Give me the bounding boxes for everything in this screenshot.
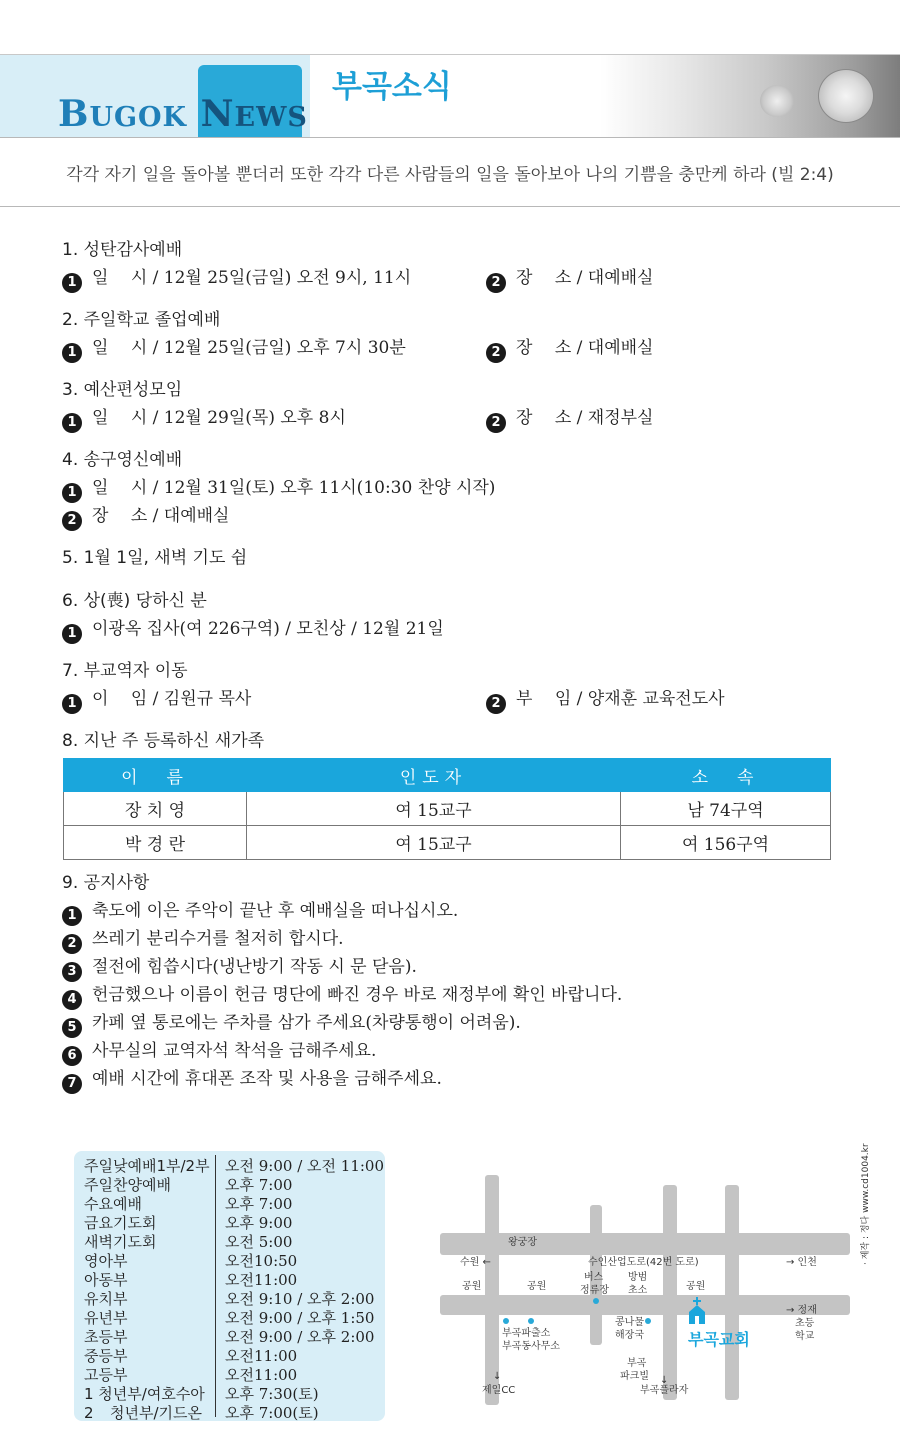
logo-letter: B	[58, 93, 90, 135]
map-label: 공원	[686, 1281, 706, 1292]
section-9	[62, 870, 622, 1094]
schedule-row	[84, 1326, 202, 1345]
notice-item	[62, 1066, 622, 1094]
notice-item	[62, 982, 622, 1010]
schedule-time: 오전10:50	[225, 1252, 298, 1270]
section-line	[62, 335, 654, 363]
bullet-icon: 1	[62, 343, 82, 363]
schedule-time: 오전11:00	[225, 1347, 298, 1365]
map-label: → 인천	[786, 1257, 817, 1268]
schedule-label: 유치부	[84, 1290, 128, 1308]
notice-text: 헌금했으나 이름이 헌금 명단에 빠진 경우 바로 재정부에 확인 바랍니다.	[92, 985, 623, 1005]
road	[663, 1185, 677, 1400]
schedule-label: 고등부	[84, 1366, 128, 1384]
table-cell: 여 15교구	[247, 792, 621, 826]
section-heading: 7. 부교역자 이동	[62, 661, 188, 681]
place-text: 장 소 / 재정부실	[516, 408, 654, 428]
schedule-row	[84, 1231, 202, 1250]
bible-verse: 각각 자기 일을 돌아볼 뿐더러 또한 각각 다른 사람들의 일을 돌아보아 나의 기쁨을 충만케 하라 (빌 2:4)	[66, 165, 834, 185]
bullet-icon: 6	[62, 1046, 82, 1066]
schedule-row	[84, 1402, 202, 1421]
time-text: 일 시 / 12월 31일(토) 오후 11시(10:30 찬양 시작)	[92, 478, 496, 498]
section-line	[62, 686, 725, 714]
map-label: → 정재	[786, 1305, 817, 1316]
section-heading: 3. 예산편성모임	[62, 380, 183, 400]
notice-text: 사무실의 교역자석 착석을 금해주세요.	[92, 1041, 377, 1061]
bullet-icon: 1	[62, 906, 82, 926]
arrive-text: 부 임 / 양재훈 교육전도사	[516, 689, 725, 709]
column-header: 이 름	[64, 759, 247, 792]
schedule-time: 오후 7:30(토)	[225, 1385, 319, 1403]
section-5	[62, 545, 247, 573]
schedule-label: 수요예배	[84, 1195, 142, 1213]
map-label: 정류장	[580, 1285, 609, 1296]
map-label: 학교	[795, 1331, 815, 1342]
schedule-time: 오후 7:00	[225, 1176, 293, 1194]
header	[0, 55, 900, 137]
schedule-label: 아동부	[84, 1271, 128, 1289]
condolence-text: 이광옥 집사(여 226구역) / 모친상 / 12월 21일	[92, 619, 444, 639]
section-heading: 4. 송구영신예배	[62, 450, 183, 470]
schedule-time: 오전 9:00 / 오전 11:00	[225, 1157, 384, 1175]
map-marker	[503, 1318, 509, 1324]
schedule-row	[84, 1193, 202, 1212]
schedule-label: 주일찬양예배	[84, 1176, 171, 1194]
schedule-row	[84, 1269, 202, 1288]
table-row	[64, 826, 831, 860]
place-text: 장 소 / 대예배실	[516, 338, 654, 358]
notice-item	[62, 1038, 622, 1066]
bullet-icon: 2	[486, 273, 506, 293]
road	[725, 1185, 739, 1400]
location-map	[430, 1175, 850, 1430]
section-heading: 6. 상(喪) 당하신 분	[62, 591, 207, 611]
section-8	[62, 728, 264, 756]
map-label: 초소	[628, 1285, 648, 1296]
church-label: 부곡교회	[688, 1330, 750, 1349]
bullet-icon: 4	[62, 990, 82, 1010]
schedule-label: 1 청년부/여호수아	[84, 1385, 205, 1403]
table-cell: 장 치 영	[64, 792, 247, 826]
section-line	[62, 265, 654, 293]
map-label: 공원	[527, 1281, 547, 1292]
map-label: 공원	[462, 1281, 482, 1292]
map-marker	[645, 1318, 651, 1324]
notice-text: 축도에 이은 주악이 끝난 후 예배실을 떠나십시오.	[92, 901, 459, 921]
map-label: 제일CC	[482, 1385, 516, 1396]
map-label: 버스	[584, 1272, 604, 1283]
section-2	[62, 307, 654, 363]
map-marker	[528, 1318, 534, 1324]
bullet-icon: 2	[62, 934, 82, 954]
place-text: 장 소 / 대예배실	[516, 268, 654, 288]
table-cell: 여 15교구	[247, 826, 621, 860]
notice-item	[62, 926, 622, 954]
bullet-icon: 5	[62, 1018, 82, 1038]
schedule-time: 오전11:00	[225, 1271, 298, 1289]
bullet-icon: 1	[62, 273, 82, 293]
section-heading: 9. 공지사항	[62, 873, 150, 893]
map-label: 수인산업도로(42번 도로)	[588, 1257, 699, 1268]
notice-text: 예배 시간에 휴대폰 조작 및 사용을 금해주세요.	[92, 1069, 442, 1089]
table-cell: 여 156구역	[621, 826, 831, 860]
schedule-row	[84, 1288, 202, 1307]
time-text: 일 시 / 12월 29일(목) 오후 8시	[92, 408, 346, 428]
logo	[58, 93, 308, 135]
schedule-time: 오전 5:00	[225, 1233, 293, 1251]
schedule-label: 유년부	[84, 1309, 128, 1327]
new-family-table	[63, 758, 831, 860]
bullet-icon: 1	[62, 413, 82, 433]
schedule-label: 2 청년부/기드온	[84, 1404, 202, 1422]
map-label: 해장국	[615, 1330, 644, 1341]
bullet-icon: 2	[486, 694, 506, 714]
section-line	[62, 405, 654, 433]
schedule-time: 오후 7:00	[225, 1195, 293, 1213]
time-text: 일 시 / 12월 25일(금일) 오전 9시, 11시	[92, 268, 412, 288]
logo-text: UGOK	[89, 102, 188, 133]
header-divider	[0, 137, 900, 138]
map-marker	[593, 1298, 599, 1304]
schedule-label: 금요기도회	[84, 1214, 157, 1232]
table-cell: 박 경 란	[64, 826, 247, 860]
leave-text: 이 임 / 김원규 목사	[92, 689, 252, 709]
bullet-icon: 2	[486, 413, 506, 433]
time-text: 일 시 / 12월 25일(금일) 오후 7시 30분	[92, 338, 406, 358]
section-4	[62, 447, 495, 531]
map-label: 부곡	[627, 1358, 647, 1369]
section-7	[62, 658, 725, 714]
road	[440, 1233, 850, 1255]
schedule-time: 오전 9:00 / 오후 1:50	[225, 1309, 375, 1327]
schedule-row	[84, 1307, 202, 1326]
bullet-icon: 1	[62, 483, 82, 503]
section-6	[62, 588, 444, 644]
bullet-icon: 1	[62, 624, 82, 644]
bullet-icon: 7	[62, 1074, 82, 1094]
map-label: 파크빌	[620, 1371, 649, 1382]
place-text: 장 소 / 대예배실	[92, 506, 230, 526]
section-3	[62, 377, 654, 433]
photo-shape	[760, 85, 794, 117]
notice-item	[62, 954, 622, 982]
section-heading: 5. 1월 1일, 새벽 기도 쉼	[62, 548, 248, 568]
table-row	[64, 792, 831, 826]
schedule-row	[84, 1345, 202, 1364]
bullet-icon: 1	[62, 694, 82, 714]
schedule-time: 오후 7:00(토)	[225, 1404, 319, 1422]
schedule-row	[84, 1212, 202, 1231]
bullet-icon: 2	[62, 511, 82, 531]
bullet-icon: 3	[62, 962, 82, 982]
verse-divider	[0, 206, 900, 207]
map-label: 부곡플라자	[640, 1385, 689, 1396]
arrow-down-icon: ↓	[660, 1375, 669, 1386]
section-heading: 2. 주일학교 졸업예배	[62, 310, 221, 330]
schedule-time: 오전 9:10 / 오후 2:00	[225, 1290, 375, 1308]
schedule-row	[84, 1155, 210, 1175]
photo-shape	[818, 69, 874, 123]
church-icon	[688, 1297, 706, 1325]
section-line	[62, 475, 495, 503]
schedule-divider	[215, 1155, 216, 1417]
arrow-down-icon: ↓	[493, 1371, 502, 1382]
schedule-label: 영아부	[84, 1252, 128, 1270]
map-label: 부곡동사무소	[502, 1341, 560, 1352]
table-cell: 남 74구역	[621, 792, 831, 826]
section-line	[62, 616, 444, 644]
table-header-row	[64, 759, 831, 792]
worship-schedule	[74, 1151, 385, 1421]
logo-letter: N	[200, 93, 235, 135]
notice-item	[62, 1010, 622, 1038]
column-header: 소 속	[621, 759, 831, 792]
credit-text: · 제작 : 정다 www.cd1004.kr	[861, 1143, 871, 1265]
map-label: 초등	[795, 1318, 815, 1329]
section-heading: 1. 성탄감사예배	[62, 240, 183, 260]
bullet-icon: 2	[486, 343, 506, 363]
section-heading: 8. 지난 주 등록하신 새가족	[62, 731, 265, 751]
notice-item	[62, 898, 622, 926]
map-label: 콩나물	[615, 1317, 644, 1328]
logo-text: EWS	[234, 102, 308, 133]
section-1	[62, 237, 654, 293]
notice-text: 쓰레기 분리수거를 철저히 합시다.	[92, 929, 344, 949]
schedule-row	[84, 1174, 202, 1193]
notice-text: 절전에 힘씁시다(냉난방기 작동 시 문 닫음).	[92, 957, 417, 977]
schedule-row	[84, 1364, 202, 1383]
schedule-label: 초등부	[84, 1328, 128, 1346]
schedule-row	[84, 1383, 205, 1403]
map-label: 왕궁장	[508, 1237, 537, 1248]
schedule-label: 새벽기도회	[84, 1233, 157, 1251]
column-header: 인도자	[247, 759, 621, 792]
map-label: 수원 ←	[460, 1257, 491, 1268]
schedule-row	[84, 1250, 202, 1269]
schedule-label: 중등부	[84, 1347, 128, 1365]
schedule-time: 오전11:00	[225, 1366, 298, 1384]
map-label: 부곡파출소	[502, 1328, 551, 1339]
map-label: 방범	[628, 1272, 648, 1283]
section-line	[62, 503, 495, 531]
page-title: 부곡소식	[332, 69, 452, 105]
header-photo	[600, 55, 900, 137]
schedule-time: 오후 9:00	[225, 1214, 293, 1232]
notice-text: 카페 옆 통로에는 주차를 삼가 주세요(차량통행이 어려움).	[92, 1013, 521, 1033]
schedule-label: 주일낮예배1부/2부	[84, 1157, 210, 1175]
schedule-time: 오전 9:00 / 오후 2:00	[225, 1328, 375, 1346]
